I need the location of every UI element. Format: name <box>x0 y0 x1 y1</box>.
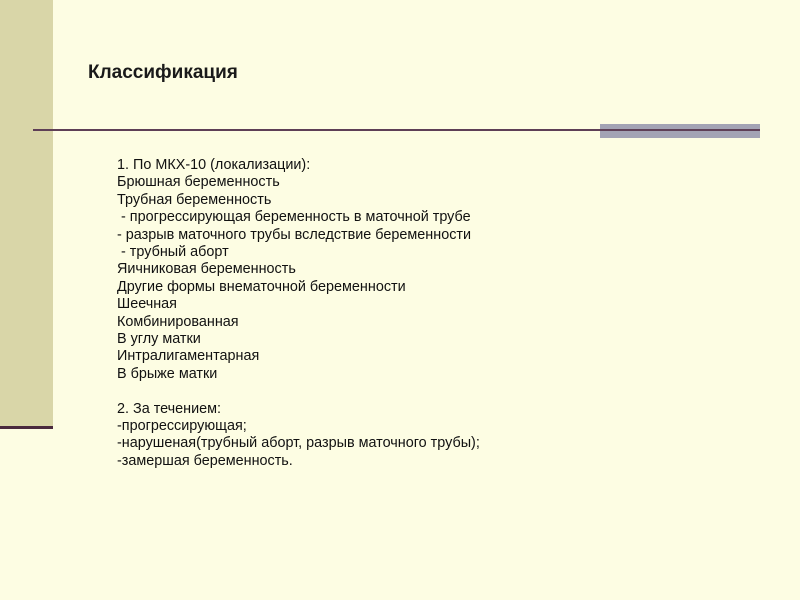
body-line-11: В углу матки <box>117 331 201 348</box>
body-line-13: В брыже матки <box>117 365 218 382</box>
title-divider-accent <box>600 124 760 138</box>
body-line-7: Яичниковая беременность <box>117 261 296 278</box>
body-line-10: Комбинированная <box>117 313 239 330</box>
sidebar-edge-line <box>0 426 53 429</box>
body-line-18: -замершая беременность. <box>117 452 293 469</box>
body-line-8: Другие формы внематочной беременности <box>117 278 406 295</box>
title-divider-line <box>33 129 600 131</box>
body-line-12: Интралигаментарная <box>117 348 260 365</box>
body-line-4: - прогрессирующая беременность в маточной трубе <box>117 209 471 226</box>
body-line-5: - разрыв маточного трубы вследствие беременности <box>117 226 472 243</box>
slide-body <box>117 157 767 470</box>
body-line-17: -нарушеная(трубный аборт, разрыв маточного трубы); <box>117 435 480 452</box>
body-line-1: 1. По МКХ-10 (локализации): <box>117 157 311 173</box>
body-line-14 <box>117 383 767 400</box>
body-line-3: Трубная беременность <box>117 191 272 208</box>
body-line-6: - трубный аборт <box>117 244 229 261</box>
body-line-16: -прогрессирующая; <box>117 418 247 435</box>
sidebar-band <box>0 0 53 428</box>
slide-title: Классификация <box>88 62 238 83</box>
body-line-9: Шеечная <box>117 296 177 313</box>
body-line-2: Брюшная беременность <box>117 174 280 191</box>
body-line-15: 2. За течением: <box>117 400 222 417</box>
